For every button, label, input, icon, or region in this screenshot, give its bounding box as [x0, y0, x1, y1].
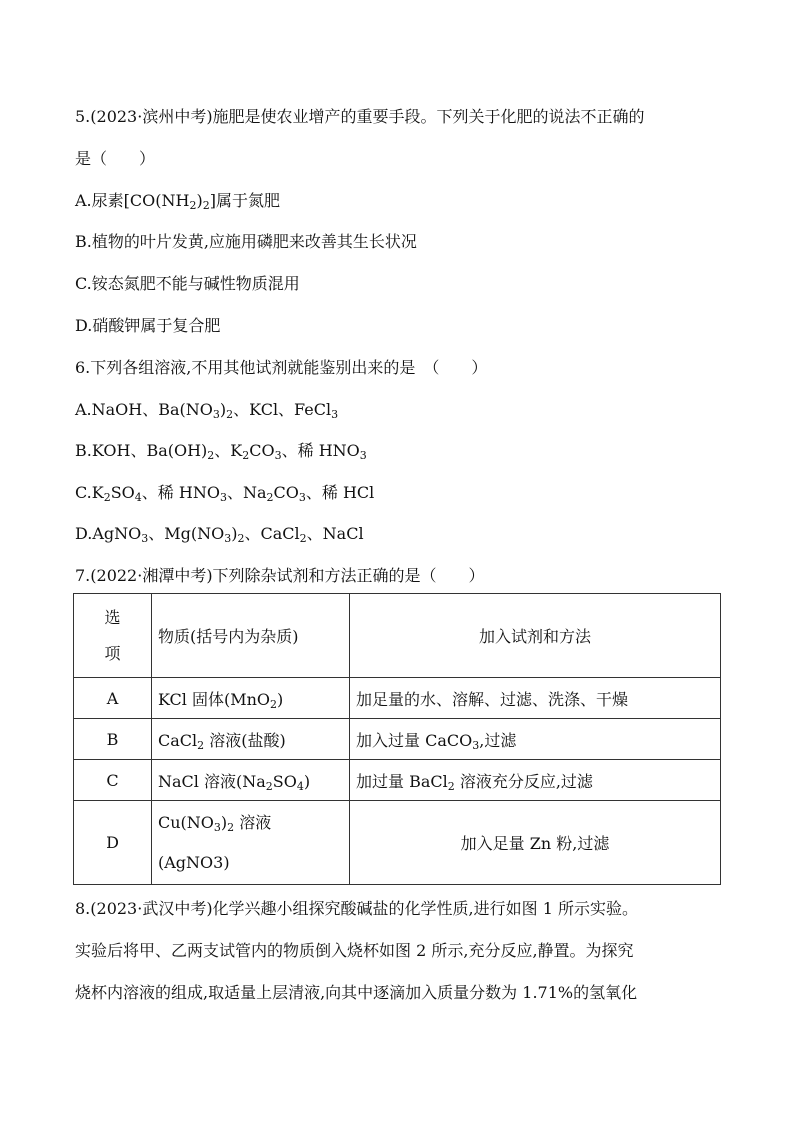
- header-method: 加入试剂和方法: [350, 594, 721, 678]
- header-substance: 物质(括号内为杂质): [152, 594, 350, 678]
- row-c-substance: NaCl 溶液$(Na_2SO_4)$: [152, 760, 350, 801]
- q7-stem: 7.(2022·湘潭中考)下列除杂试剂和方法正确的是（ ）: [75, 566, 485, 585]
- row-a-method: 加足量的水、溶解、过滤、洗涤、干燥: [350, 678, 721, 719]
- row-d-method: 加入足量 Zn 粉,过滤: [350, 801, 721, 885]
- row-b-method: 加入过量 CaCO$_3$,过滤: [350, 719, 721, 760]
- row-c-option: C: [74, 760, 152, 801]
- q6-option-b: B.KOH、$Ba(OH)_2$、$K_2CO_3$、稀 $HNO_3$: [75, 441, 367, 462]
- table-row: [74, 678, 721, 719]
- row-a-option: A: [74, 678, 152, 719]
- row-b-option: B: [74, 719, 152, 760]
- q6-option-d: D.AgNO$_3$、$Mg(NO_3)_2$、CaCl$_2$、NaCl: [75, 524, 364, 545]
- table-header-row: [74, 594, 721, 678]
- q8-line1: 8.(2023·武汉中考)化学兴趣小组探究酸碱盐的化学性质,进行如图 1 所示实验。: [75, 899, 638, 918]
- q7-table: [73, 593, 721, 885]
- row-c-method: 加过量 BaCl$_2$ 溶液充分反应,过滤: [350, 760, 721, 801]
- row-a-substance: KCl 固体(MnO$_2$): [152, 678, 350, 719]
- row-b-substance: CaCl$_2$ 溶液(盐酸): [152, 719, 350, 760]
- q5-option-a: A.尿素$[CO(NH_2)_2]$属于氮肥: [75, 191, 280, 212]
- table-row: [74, 801, 721, 885]
- header-option: 选 项: [74, 594, 152, 678]
- q5-stem-line1: 5.(2023·滨州中考)施肥是使农业增产的重要手段。下列关于化肥的说法不正确的: [75, 107, 645, 126]
- row-d-option: D: [74, 801, 152, 885]
- q5-option-d: D.硝酸钾属于复合肥: [75, 316, 221, 335]
- table-row: [74, 719, 721, 760]
- table-row: [74, 760, 721, 801]
- q5-option-b: B.植物的叶片发黄,应施用磷肥来改善其生长状况: [75, 232, 417, 251]
- q5-option-c: C.铵态氮肥不能与碱性物质混用: [75, 274, 300, 293]
- q8-line3: 烧杯内溶液的组成,取适量上层清液,向其中逐滴加入质量分数为 1.71%的氢氧化: [75, 983, 638, 1002]
- q5-stem-line2: 是（ ）: [75, 149, 156, 168]
- row-d-substance: $Cu(NO_3)_2$ 溶液 (AgNO3): [152, 801, 350, 885]
- q6-option-a: A.NaOH、$Ba(NO_3)_2$、KCl、FeCl$_3$: [75, 400, 339, 421]
- q6-stem: 6.下列各组溶液,不用其他试剂就能鉴别出来的是 （ ）: [75, 358, 488, 377]
- q8-line2: 实验后将甲、乙两支试管内的物质倒入烧杯如图 2 所示,充分反应,静置。为探究: [75, 941, 634, 960]
- q6-option-c: $C.K_2SO_4$、稀 $HNO_3$、$Na_2CO_3$、稀 HCl: [75, 483, 375, 504]
